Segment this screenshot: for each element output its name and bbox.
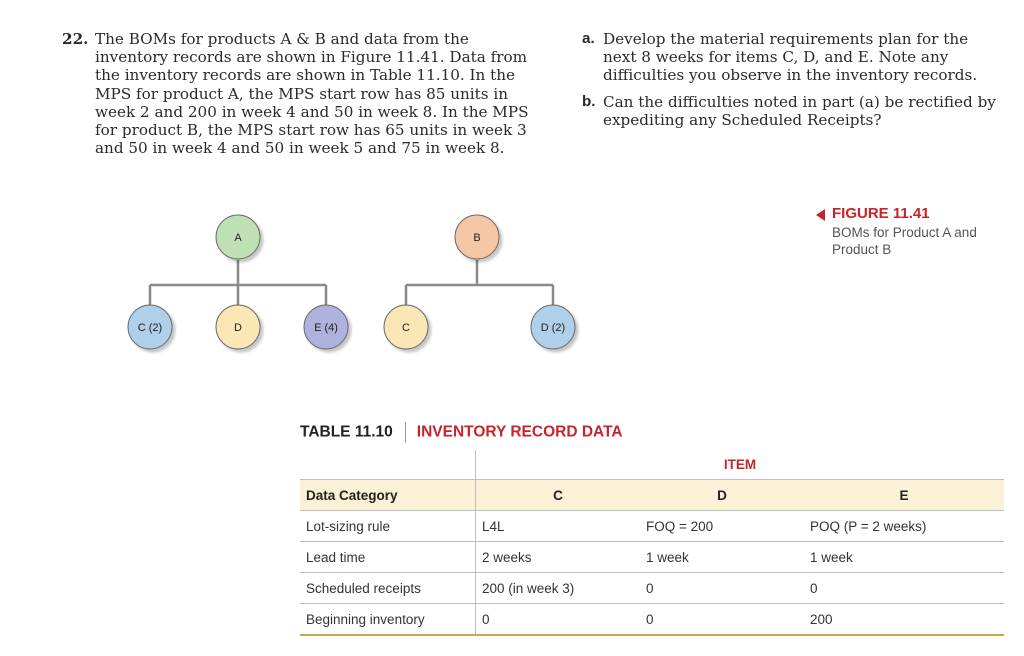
cell-d: FOQ = 200 (640, 511, 804, 542)
bom-child-node-label: E (4) (314, 322, 338, 334)
table-heading-divider (405, 422, 406, 443)
cell-d: 0 (640, 604, 804, 636)
problem-text: The BOMs for products A & B and data from the inventory records are shown in Figure 11.41. Data from the inventory records are shown in Table 11.10. In the MPS for product A, the MPS start row has 85 units in week 2 and 200 in week 4 and 50 in week 8. In the MPS for product B, the MPS start row has 65 units in week 3 and 50 in week 4 and 50 in week 5 and 75 in week 8. (95, 30, 529, 158)
cell-c: L4L (476, 511, 641, 542)
row-category: Lot-sizing rule (300, 511, 476, 542)
item-header: ITEM (476, 450, 1005, 480)
part-a-text: Develop the material requirements plan for the next 8 weeks for items C, D, and E. Note any difficulties you observe in the inventory records. (603, 30, 978, 85)
problem-number: 22. (62, 30, 89, 48)
table-header-row (300, 480, 1004, 511)
category-header: Data Category (300, 480, 476, 511)
figure-description: BOMs for Product A and Product B (832, 225, 977, 257)
bom-child-node-label: D (2) (540, 322, 566, 334)
row-category: Lead time (300, 542, 476, 573)
part-b-text: Can the difficulties noted in part (a) be rectified by expediting any Scheduled Receipts? (603, 92, 996, 129)
table-row (300, 604, 1004, 636)
cell-d: 0 (640, 573, 804, 604)
inventory-record-table (300, 450, 1004, 636)
bom-child-node (128, 305, 172, 349)
figure-title: FIGURE 11.41 (832, 205, 930, 222)
bom-parent-node-label: B (473, 232, 481, 244)
table-row (300, 511, 1004, 542)
item-e-header: E (804, 480, 1004, 511)
item-d-header: D (640, 480, 804, 511)
cell-e: 200 (804, 604, 1004, 636)
cell-c: 200 (in week 3) (476, 573, 641, 604)
table-heading (300, 422, 623, 443)
bom-child-node (216, 305, 260, 349)
bom-parent-node-label: A (234, 232, 242, 244)
table-item-row (300, 450, 1004, 480)
bom-connectors (150, 260, 553, 310)
row-category: Beginning inventory (300, 604, 476, 636)
bom-child-node (304, 305, 348, 349)
cell-d: 1 week (640, 542, 804, 573)
cell-e: 0 (804, 573, 1004, 604)
item-c-header: C (476, 480, 641, 511)
table-row (300, 542, 1004, 573)
table-title: INVENTORY RECORD DATA (416, 423, 623, 441)
bom-child-node (384, 305, 428, 349)
bom-parent-node (216, 215, 260, 259)
cell-c: 2 weeks (476, 542, 641, 573)
table-corner-cell (300, 450, 476, 480)
part-b-label: b. (582, 92, 596, 110)
table-number: TABLE 11.10 (300, 423, 393, 441)
bom-child-node (531, 305, 575, 349)
bom-child-node-label: D (234, 322, 242, 334)
part-a-label: a. (582, 30, 595, 47)
bom-child-node-label: C (402, 322, 410, 334)
table-row (300, 573, 1004, 604)
cell-e: 1 week (804, 542, 1004, 573)
bom-parent-node (455, 215, 499, 259)
row-category: Scheduled receipts (300, 573, 476, 604)
cell-e: POQ (P = 2 weeks) (804, 511, 1004, 542)
cell-c: 0 (476, 604, 641, 636)
bom-child-node-label: C (2) (137, 322, 163, 334)
